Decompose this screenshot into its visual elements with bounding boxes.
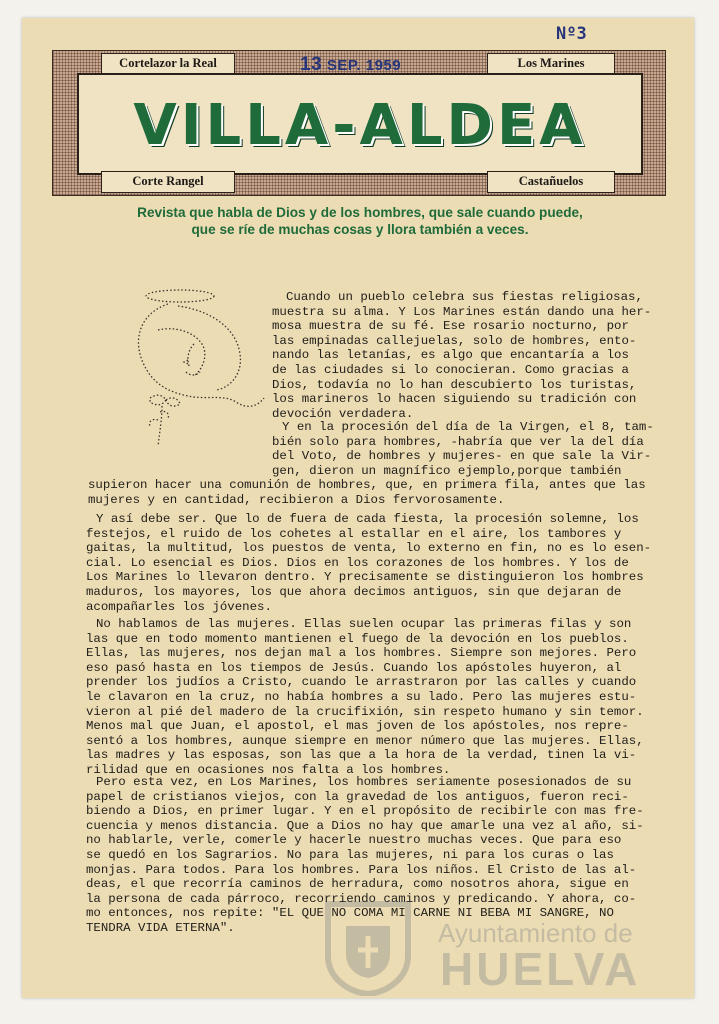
text-line: biendo a Dios, en primer lugar. Y en el propósito de recibirle con mas fre- <box>86 804 644 819</box>
text-line: Los Marines lo llevaron dentro. Y precisamente se distinguieron los hombres <box>86 570 644 585</box>
text-line: monjas. Para todos. Para los hombres. Para los niños. El Cristo de las al- <box>86 862 637 877</box>
text-line: supieron hacer una comunión de hombres, que, en primera fila, antes que las <box>88 478 646 493</box>
text-line: papel de cristianos viejos, con la gravedad de los antiguos, fueron reci- <box>86 789 629 804</box>
paragraph-4 <box>86 617 678 778</box>
text-line: las madres y las esposas, son las que a la hora de la verdad, tinen la vi- <box>86 748 637 763</box>
text-line: de las ciudades si lo conocieran. Como gracias a <box>272 362 629 377</box>
text-line: muestra su alma. Y Los Marines están dando una her- <box>272 304 652 319</box>
publication-title: VILLA-ALDEA <box>133 93 587 158</box>
text-line: cial. Lo esencial es Dios. Dios en los corazones de los hombres. Y los de <box>86 555 629 570</box>
text-line: mosa muestra de su fé. Ese rosario nocturno, por <box>272 319 629 334</box>
text-line: TENDRA VIDA ETERNA". <box>86 920 235 935</box>
text-line: No hablamos de las mujeres. Ellas suelen ocupar las primeras filas y son <box>96 617 632 631</box>
date-stamp-day: 13 <box>300 54 323 75</box>
text-line: Y en la procesión del día de la Virgen, el 8, tam- <box>282 420 654 434</box>
text-line: eso pasó hasta en los tiempos de Jesús. Cuando los apóstoles huyeron, al <box>86 660 622 675</box>
text-line: las empinadas callejuelas, solo de hombres, ento- <box>272 333 637 348</box>
text-line: mujeres y en cantidad, recibieron a Dios fervorosamente. <box>88 492 505 507</box>
tagline <box>50 204 670 238</box>
masthead-bottom-right: Castañuelos <box>487 171 615 193</box>
coat-of-arms-icon <box>318 896 418 996</box>
archive-watermark <box>318 896 698 996</box>
text-line: se quedó en los Sagrarios. No para las mujeres, ni para los curas o las <box>86 847 614 862</box>
text-line: prender los judíos a Cristo, cuando le arrastraron por las calles y cuando <box>86 675 637 690</box>
text-line: Dios, todavía no lo han descubierto los turistas, <box>272 377 637 392</box>
text-line: acompañarles los jóvenes. <box>86 599 272 614</box>
text-line: vieron al pié del madero de la crucifixión, sin respeto humano y sin temor. <box>86 704 644 719</box>
text-line: del Voto, de hombres y mujeres- en que sale la Vir- <box>272 449 652 464</box>
issue-number: Nº3 <box>556 24 587 44</box>
text-line: cuencia y menos distancia. Que a Dios no hay que amarle una vez al año, si- <box>86 818 644 833</box>
watermark-line-2: HUELVA <box>440 943 641 995</box>
text-line: gen, dieron un magnífico ejemplo,porque también <box>272 463 622 478</box>
tagline-line: que se ríe de muchas cosas y llora también a veces. <box>191 222 529 237</box>
text-line: Pero esta vez, en Los Marines, los hombres seriamente posesionados de su <box>96 775 632 789</box>
masthead-top-left: Cortelazor la Real <box>101 53 235 75</box>
text-line: mo entonces, nos repite: "EL QUE NO COMA MI CARNE NI BEBA MI SANGRE, NO <box>86 906 614 921</box>
text-line: Cuando un pueblo celebra sus fiestas religiosas, <box>286 290 643 304</box>
masthead-top-right: Los Marines <box>487 53 615 75</box>
paragraph-2 <box>88 420 674 508</box>
text-line: rilidad que en ocasiones nos falta a los hombres. <box>86 762 451 777</box>
tagline-line: Revista que habla de Dios y de los hombres, que sale cuando puede, <box>137 205 583 220</box>
paragraph-3 <box>86 512 678 614</box>
text-line: Ellas, las mujeres, nos dejan mal a los hombres. Siempre son mejores. Pero <box>86 646 637 661</box>
text-line: nando las letanías, es algo que encantaría a los <box>272 348 629 363</box>
text-line: no hablarle, verle, comerle y hacerle nuestro muchas veces. Que para eso <box>86 833 622 848</box>
text-line: Menos mal que Juan, el apostol, el mas joven de los apóstoles, nos repre- <box>86 719 629 734</box>
text-line: deas, el que recorría caminos de herradura, como nosotros ahora, sigue en <box>86 877 629 892</box>
virgin-figure-illustration <box>128 284 268 454</box>
text-line: le clavaron en la cruz, no había hombres a su lado. Pero las mujeres estu- <box>86 689 637 704</box>
text-line: festejos, el ruido de los cohetes al estallar en el aire, los tambores y <box>86 526 622 541</box>
text-line: devoción verdadera. <box>272 406 414 421</box>
text-line: la persona de cada párroco, recorriendo caminos y predicando. Y ahora, co- <box>86 891 637 906</box>
text-line: las que en todo momento mantienen el fuego de la devoción en los pueblos. <box>86 631 629 646</box>
text-line: bién solo para hombres, -habría que ver la del día <box>272 434 644 449</box>
masthead-title-box <box>77 73 643 175</box>
text-line: Y así debe ser. Que lo de fuera de cada fiesta, la procesión solemne, los <box>96 512 639 526</box>
date-stamp-month-year: SEP. 1959 <box>326 57 402 74</box>
date-stamp <box>300 54 401 76</box>
masthead-bottom-left: Corte Rangel <box>101 171 235 193</box>
text-line: gaitas, la multitud, los puestos de venta, lo externo en fin, no es lo esen- <box>86 541 652 556</box>
paragraph-1 <box>272 290 674 421</box>
text-line: maduros, los mayores, los que ahora decimos antiguos, sin que dejaran de <box>86 584 622 599</box>
text-line: los marineros lo hacen siguiendo su tradición con <box>272 392 637 407</box>
watermark-line-1: Ayuntamiento de <box>438 918 633 948</box>
text-line: sentó a los hombres, aunque siempre en menor número que las mujeres. Ellas, <box>86 733 644 748</box>
